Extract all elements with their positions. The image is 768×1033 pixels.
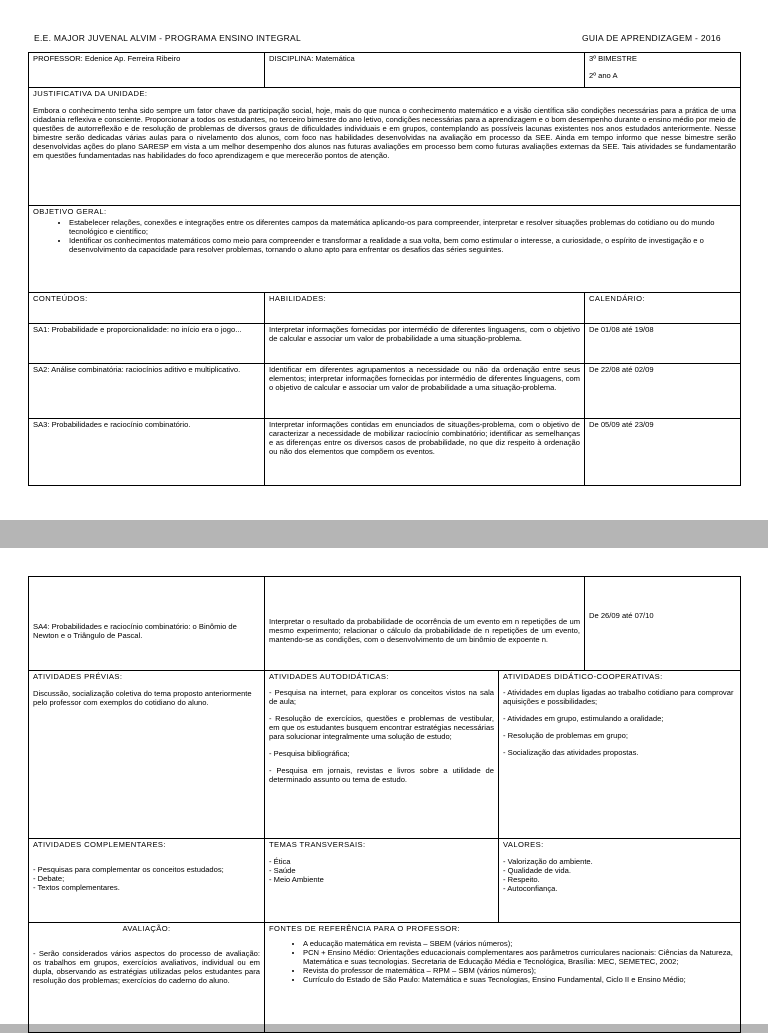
cooperativa-item: - Socialização das atividades propostas. xyxy=(503,747,639,757)
autodidatica-item: - Pesquisa em jornais, revistas e livros sobre a utilidade de determinado assunto ou tema de estudo. xyxy=(269,765,494,784)
turma-label: 2º ano A xyxy=(589,70,618,80)
valor-item: - Qualidade de vida. xyxy=(503,865,571,875)
justificativa-label: JUSTIFICATIVA DA UNIDADE: xyxy=(33,89,148,98)
temas-label: TEMAS TRANSVERSAIS: xyxy=(269,840,366,849)
plan-table-continued xyxy=(28,576,741,671)
disciplina-cell: DISCIPLINA: Matemática xyxy=(265,53,585,88)
habilidade-cell: Interpretar informações contidas em enunciados de situações-problema, com o objetivo de caracterizar a necessidade de mobilizar raciocínio combinatório; identificar as semelhanças e as diferenças entre os diversos casos de probabilidade, no que diz respeito à ordenação ou não dos elementos que compõem os eventos. xyxy=(265,419,585,486)
bimestre-label: 3º BIMESTRE xyxy=(589,54,637,63)
cooperativa-item: - Atividades em duplas ligadas ao trabalho cotidiano para comprovar aquisições e possibilidades; xyxy=(503,687,734,706)
calendario-cell: De 01/08 até 19/08 xyxy=(585,324,741,364)
previas-text: Discussão, socialização coletiva do tema proposto anteriormente pelo professor com exemplos do cotidiano do aluno. xyxy=(33,688,252,707)
objetivo-label: OBJETIVO GERAL: xyxy=(33,207,107,216)
autodidaticas-cell xyxy=(265,671,499,839)
calendario-cell: De 05/09 até 23/09 xyxy=(585,419,741,486)
objetivo-cell xyxy=(29,206,741,293)
fontes-cell xyxy=(265,923,741,1033)
autodidatica-item: - Resolução de exercícios, questões e problemas de vestibular, em que os estudantes busquem encontrar estratégias necessárias para solucionar integralmente uma solução de estudo; xyxy=(269,713,494,741)
autodidatica-item: - Pesquisa na internet, para explorar os conceitos vistos na sala de aula; xyxy=(269,687,494,706)
valor-item: - Valorização do ambiente. xyxy=(503,856,593,866)
tema-item: - Meio Ambiente xyxy=(269,874,324,884)
habilidade-cell: Interpretar o resultado da probabilidade de ocorrência de um evento em n repetições de um mesmo experimento; relacionar o cálculo da probabilidade de n repetições de um evento, mantendo-se as condições, com o desenvolvimento de um binômio de expoente n. xyxy=(265,577,585,671)
objetivo-list xyxy=(33,219,736,255)
previas-cell xyxy=(29,671,265,839)
bimestre-cell xyxy=(585,53,741,88)
valor-item: - Respeito. xyxy=(503,874,540,884)
guide-header: GUIA DE APRENDIZAGEM - 2016 xyxy=(582,33,721,43)
complementar-item: - Debate; xyxy=(33,873,65,883)
complementar-item: - Textos complementares. xyxy=(33,882,120,892)
complementar-item: - Pesquisas para complementar os conceitos estudados; xyxy=(33,864,224,874)
conteudo-cell: SA4: Probabilidades e raciocínio combinatório: o Binômio de Newton e o Triângulo de Pascal. xyxy=(29,577,265,671)
autodidatica-item: - Pesquisa bibliográfica; xyxy=(269,748,350,758)
complementares-cell xyxy=(29,839,265,923)
tema-item: - Ética xyxy=(269,856,291,866)
cooperativa-item: - Atividades em grupo, estimulando a oralidade; xyxy=(503,713,664,723)
info-table xyxy=(28,52,741,486)
conteudos-header: CONTEÚDOS: xyxy=(29,293,265,324)
avaliacao-text: - Serão considerados vários aspectos do processo de avaliação: os trabalhos em grupos, exercícios avaliativos, individual ou em dupla, observando as estratégias utilizadas pelos estudantes para resolução dos problemas; exercícios do caderno do aluno. xyxy=(33,948,260,985)
conteudo-cell: SA2: Análise combinatória: raciocínios aditivo e multiplicativo. xyxy=(29,364,265,419)
complementares-label: ATIVIDADES COMPLEMENTARES: xyxy=(33,840,166,849)
objetivo-item: • Identificar os conhecimentos matemáticos como meio para compreender e transformar a realidade a sua volta, bem como estimular o interesse, a curiosidade, o espírito de investigação e o desenvolvimento da capacidade para resolver problemas, tornando o aluno apto para enfrentar os desafios das séries seguintes. xyxy=(69,237,736,255)
valores-label: VALORES: xyxy=(503,840,544,849)
justificativa-cell xyxy=(29,88,741,206)
tema-item: - Saúde xyxy=(269,865,296,875)
previas-label: ATIVIDADES PRÉVIAS: xyxy=(33,672,123,681)
cooperativa-item: - Resolução de problemas em grupo; xyxy=(503,730,628,740)
calendario-cell: De 22/08 até 02/09 xyxy=(585,364,741,419)
document-page-2 xyxy=(0,548,768,1024)
valor-item: - Autoconfiança. xyxy=(503,883,558,893)
conteudo-cell: SA1: Probabilidade e proporcionalidade: no início era o jogo... xyxy=(29,324,265,364)
cooperativas-cell xyxy=(499,671,741,839)
fontes-list xyxy=(269,940,736,985)
objetivo-item: • Estabelecer relações, conexões e integrações entre os diferentes campos da matemática aplicando-os para compreender, interpretar e resolver situações problemas do cotidiano ou do mundo tecnológico e científico; xyxy=(69,219,736,237)
fonte-item: • PCN + Ensino Médio: Orientações educacionais complementares aos parâmetros curriculares nacionais: Ciências da Natureza, Matemática e suas tecnologias. Secretaria de Educação Média e Tecnológica, Brasília: MEC, SEMETEC, 2002; xyxy=(303,949,736,967)
habilidade-cell: Interpretar informações fornecidas por intermédio de diferentes linguagens, com o objetivo de calcular e associar um valor de probabilidade a uma situação-problema. xyxy=(265,324,585,364)
calendario-header: CALENDÁRIO: xyxy=(585,293,741,324)
justificativa-text: Embora o conhecimento tenha sido sempre um fator chave da participação social, hoje, mais do que nunca o conhecimento matemático e a visão científica são condições necessárias para a prática de uma cidadania reflexiva e consciente. Proporcionar a todos os estudantes, no terceiro bimestre do ano letivo, condições necessárias para a aprendizagem e o bom desempenho durante o ensino médio por meio de questões de autorreflexão e de resolução de problemas de diversos graus de dificuldades individuais e em grupos, contemplando as possíveis lacunas existentes nos anos estudados anteriormente. Nesse bimestre serão dedicadas várias aulas para o nivelamento dos alunos, com foco nas habilidades desenvolvidas na avaliação em processo da SEE. Ainda em tempo informo que nesse bimestre serão desenvolvidas ações do plano SARESP em vista a um melhor desempenho dos alunos nas futuras avaliações em processo bem como futuras avaliações externas da SEE. Tais atividades se fundamentarão em questões fundamentadas nas habilidades do foco aprendizagem e que merecerão pontos de atenção. xyxy=(33,105,736,160)
fonte-item: • A educação matemática em revista – SBEM (vários números); xyxy=(303,940,736,949)
valores-cell xyxy=(499,839,741,923)
avaliacao-label: AVALIAÇÃO: xyxy=(122,924,171,933)
conteudo-cell: SA3: Probabilidades e raciocínio combinatório. xyxy=(29,419,265,486)
avaliacao-cell xyxy=(29,923,265,1033)
habilidades-header: HABILIDADES: xyxy=(265,293,585,324)
school-header: E.E. MAJOR JUVENAL ALVIM - PROGRAMA ENSINO INTEGRAL xyxy=(34,33,302,43)
cooperativas-label: ATIVIDADES DIDÁTICO-COOPERATIVAS: xyxy=(503,672,663,681)
fonte-item: • Currículo do Estado de São Paulo: Matemática e suas Tecnologias, Ensino Fundamental, Ciclo II e Ensino Médio; xyxy=(303,976,736,985)
fontes-label: FONTES DE REFERÊNCIA PARA O PROFESSOR: xyxy=(269,924,461,933)
autodidaticas-label: ATIVIDADES AUTODIDÁTICAS: xyxy=(269,672,389,681)
temas-cell xyxy=(265,839,499,923)
calendario-cell: De 26/09 até 07/10 xyxy=(585,577,741,671)
fonte-item: • Revista do professor de matemática – RPM – SBM (vários números); xyxy=(303,967,736,976)
atividades-table xyxy=(28,670,741,1033)
professor-cell: PROFESSOR: Edenice Ap. Ferreira Ribeiro xyxy=(29,53,265,88)
habilidade-cell: Identificar em diferentes agrupamentos a necessidade ou não da ordenação entre seus elementos; interpretar informações fornecidas por intermédio de diferentes linguagens, com o objetivo de calcular e associar um valor de probabilidade a uma situação-problema. xyxy=(265,364,585,419)
